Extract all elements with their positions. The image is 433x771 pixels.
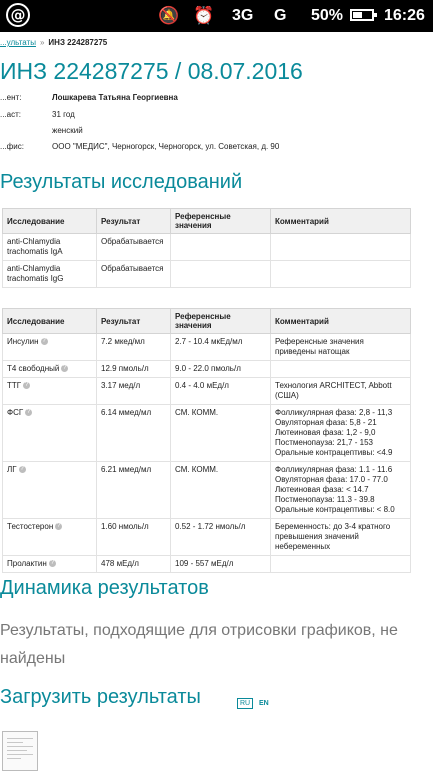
column-header-comment: Комментарий: [271, 309, 411, 334]
patient-age: 31 год: [52, 110, 75, 119]
help-icon[interactable]: ?: [50, 560, 54, 567]
cell-result: 7.2 мкед/мл: [97, 334, 171, 361]
cell-reference: 0.4 - 4.0 мЕд/л: [171, 378, 271, 405]
table-header-row: [3, 209, 411, 234]
cell-comment: [271, 361, 411, 378]
mute-icon: 🔕: [158, 6, 180, 25]
status-bar: [0, 0, 433, 32]
column-header-test: Исследование: [3, 209, 97, 234]
table-row: [3, 405, 411, 462]
cell-reference: 109 - 557 мЕд/л: [171, 556, 271, 573]
help-icon[interactable]: ?: [63, 365, 67, 372]
cell-test-name: Тестостерон ?: [3, 519, 97, 556]
table-row: [3, 234, 411, 261]
results-table-hormones: [2, 308, 411, 573]
results-table-chlamydia: [2, 208, 411, 288]
breadcrumb-link-results[interactable]: ...ультаты: [0, 38, 36, 47]
table-row: [3, 519, 411, 556]
cell-test-name: ФСГ ?: [3, 405, 97, 462]
section-download-title: Загрузить результаты: [0, 686, 201, 708]
cell-result: 1.60 нмоль/л: [97, 519, 171, 556]
cell-comment: Технология ARCHITECT, Abbott (США): [271, 378, 411, 405]
battery-icon: [350, 9, 374, 21]
breadcrumb: [0, 38, 107, 47]
cell-test-name: anti-Chlamydia trachomatis IgG: [3, 261, 97, 288]
info-label: ...ент:: [0, 93, 22, 102]
battery-percent: 50%: [311, 7, 344, 24]
cell-result: 6.14 ммед/мл: [97, 405, 171, 462]
cell-test-name: Пролактин ?: [3, 556, 97, 573]
clock: 16:26: [384, 7, 425, 24]
info-label: ...аст:: [0, 110, 22, 119]
cell-result: Обрабатывается: [97, 261, 171, 288]
cell-reference: 2.7 - 10.4 мкЕд/мл: [171, 334, 271, 361]
no-charts-message: Результаты, подходящие для отрисовки графиков, не найдены: [0, 622, 398, 667]
section-results-title: Результаты исследований: [0, 171, 243, 193]
cell-test-name: Инсулин ?: [3, 334, 97, 361]
page-title: ИНЗ 224287275 / 08.07.2016: [0, 58, 303, 84]
column-header-result: Результат: [97, 209, 171, 234]
document-thumbnail[interactable]: [2, 731, 38, 771]
cell-result: 6.21 ммед/мл: [97, 462, 171, 519]
patient-sex: женский: [52, 126, 83, 135]
cell-comment: [271, 234, 411, 261]
cell-comment: Фолликулярная фаза: 1.1 - 11.6 Овуляторная фаза: 17.0 - 77.0 Лютеиновая фаза: < 14.7 Постменопауза: 11.3 - 39.8 Оральные контрацептивы: < 8.0: [271, 462, 411, 519]
language-ru-button[interactable]: RU: [237, 698, 253, 709]
cell-comment: [271, 556, 411, 573]
help-icon[interactable]: ?: [42, 338, 46, 345]
cell-reference: 9.0 - 22.0 пмоль/л: [171, 361, 271, 378]
table-row: [3, 462, 411, 519]
section-dynamics-title: Динамика результатов: [0, 577, 209, 599]
table-row: [3, 556, 411, 573]
cell-result: 12.9 пмоль/л: [97, 361, 171, 378]
column-header-reference: Референсные значения: [171, 309, 271, 334]
cell-reference: СМ. КОММ.: [171, 462, 271, 519]
cell-result: Обрабатывается: [97, 234, 171, 261]
cell-test-name: ЛГ ?: [3, 462, 97, 519]
network-type: 3G: [232, 7, 254, 24]
column-header-comment: Комментарий: [271, 209, 411, 234]
cell-reference: [171, 261, 271, 288]
column-header-reference: Референсные значения: [171, 209, 271, 234]
help-icon[interactable]: ?: [24, 382, 29, 389]
cell-result: 478 мЕд/л: [97, 556, 171, 573]
cell-comment: Фолликулярная фаза: 2,8 - 11,3 Овуляторная фаза: 5,8 - 21 Лютеиновая фаза: 1,2 - 9,0 Постменопауза: 21,7 - 153 Оральные контрацептивы: <4.9: [271, 405, 411, 462]
alarm-icon: ⏰: [193, 6, 215, 25]
cell-reference: СМ. КОММ.: [171, 405, 271, 462]
language-en-button[interactable]: EN: [259, 700, 269, 707]
breadcrumb-separator: »: [39, 38, 45, 47]
office-address: ООО "МЕДИС", Черногорск, Черногорск, ул. Советская, д. 90: [52, 142, 280, 151]
table-row: [3, 334, 411, 361]
table-row: [3, 361, 411, 378]
cell-reference: 0.52 - 1.72 нмоль/л: [171, 519, 271, 556]
table-header-row: [3, 309, 411, 334]
cell-comment: [271, 261, 411, 288]
cell-test-name: anti-Chlamydia trachomatis IgA: [3, 234, 97, 261]
table-row: [3, 378, 411, 405]
column-header-test: Исследование: [3, 309, 97, 334]
patient-name: Лошкарева Татьяна Георгиевна: [52, 93, 178, 102]
cell-reference: [171, 234, 271, 261]
at-icon: @: [6, 3, 30, 27]
cell-result: 3.17 мед/л: [97, 378, 171, 405]
help-icon[interactable]: ?: [57, 523, 61, 530]
help-icon[interactable]: ?: [27, 409, 31, 416]
breadcrumb-current: ИНЗ 224287275: [48, 38, 108, 47]
table-row: [3, 261, 411, 288]
column-header-result: Результат: [97, 309, 171, 334]
cell-comment: Беременность: до 3-4 кратного превышения значений небеременных: [271, 519, 411, 556]
cell-comment: Референсные значения приведены натощак: [271, 334, 411, 361]
signal-icon: G: [274, 7, 287, 24]
cell-test-name: ТТГ ?: [3, 378, 97, 405]
help-icon[interactable]: ?: [20, 466, 24, 473]
info-label: ...фис:: [0, 142, 24, 151]
cell-test-name: Т4 свободный ?: [3, 361, 97, 378]
